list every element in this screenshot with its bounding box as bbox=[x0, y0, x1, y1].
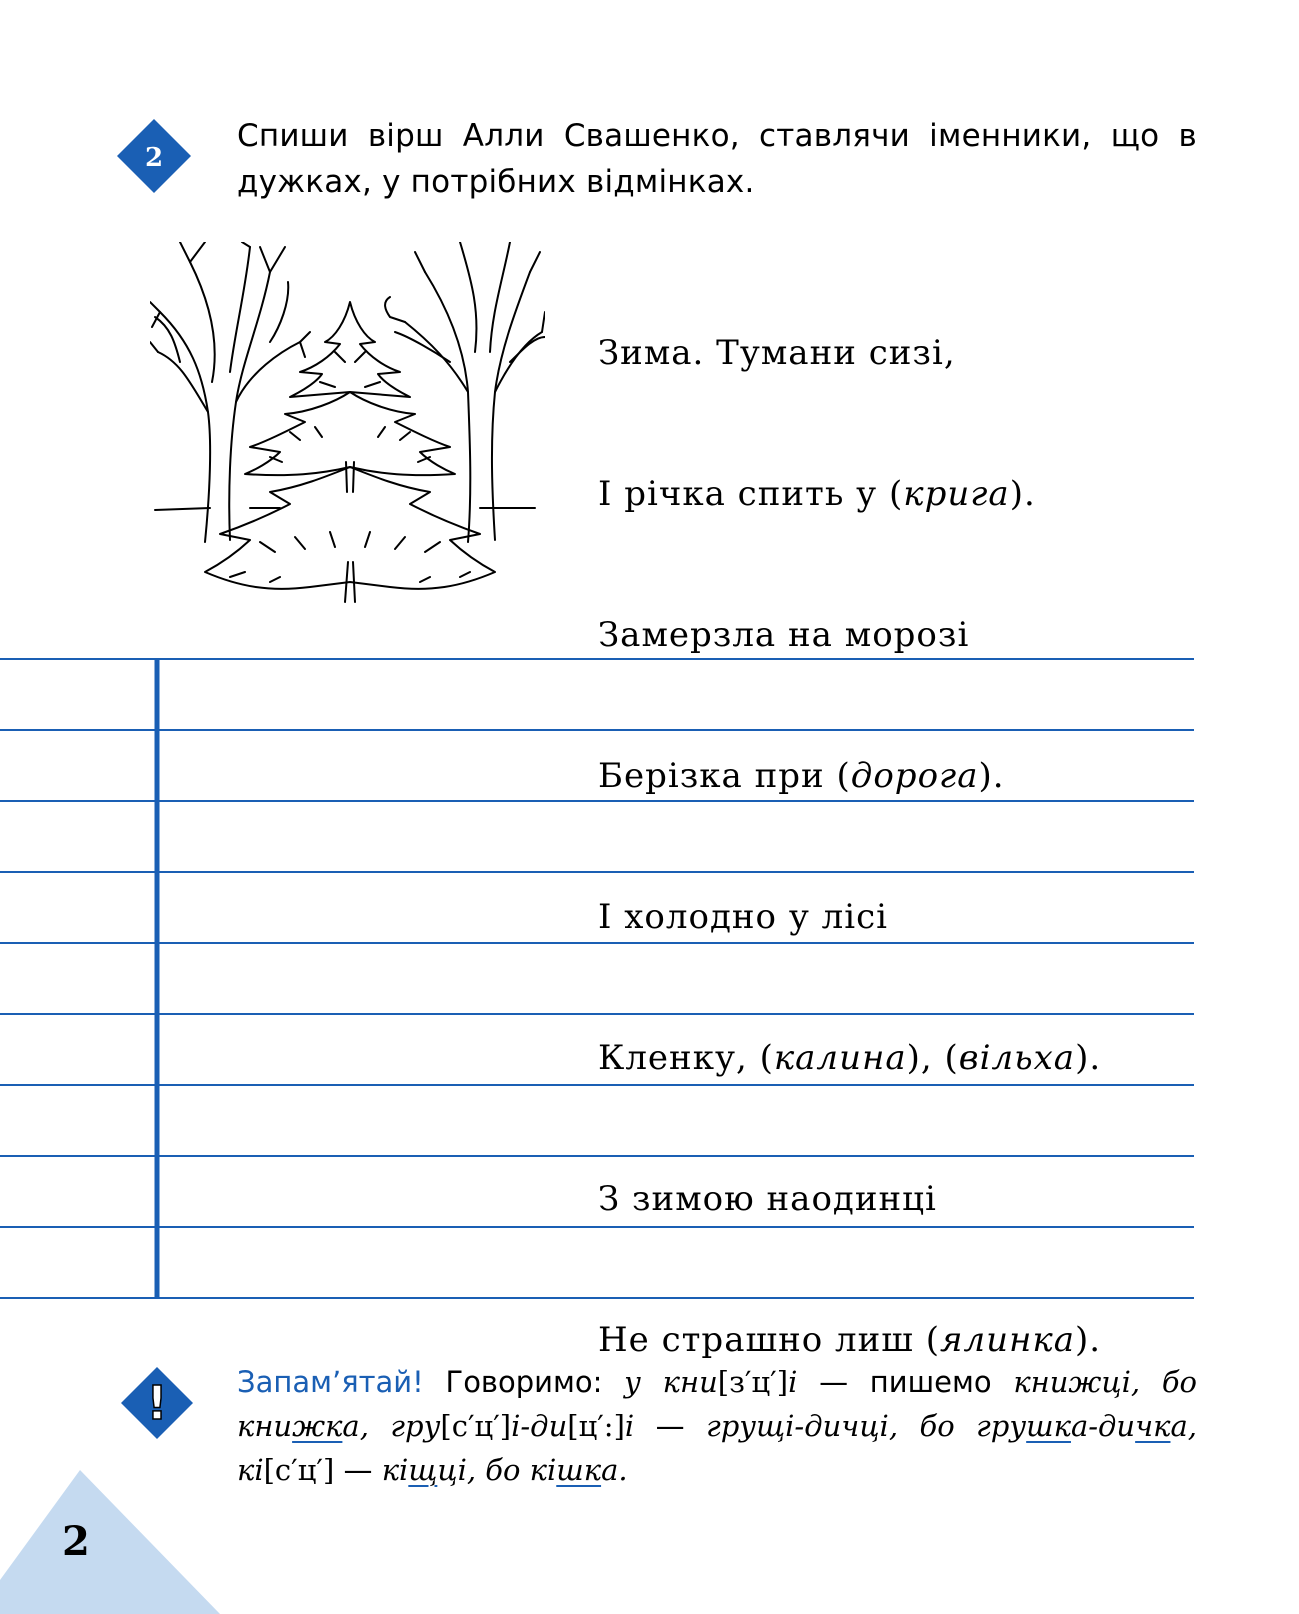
poem-line-8: Не страшно лиш (ялинка). bbox=[598, 1320, 1102, 1360]
poem-line-6: Кленку, (калина), (вільха). bbox=[598, 1038, 1102, 1078]
remember-badge bbox=[121, 1367, 193, 1439]
poem-line-5: І холодно у лісі bbox=[598, 897, 889, 937]
poem-line-2: І річка спить у (крига). bbox=[598, 474, 1036, 514]
poem-line-4: Берізка при (дорога). bbox=[598, 756, 1005, 796]
task-number: 2 bbox=[144, 143, 164, 173]
exclamation-icon: ! bbox=[146, 1376, 168, 1430]
poem-line-7: З зимою наодинці bbox=[598, 1179, 937, 1219]
page-corner-decoration bbox=[0, 1470, 220, 1614]
remember-lead: Запам’ятай! bbox=[237, 1365, 424, 1399]
winter-forest-drawing bbox=[150, 242, 545, 612]
poem bbox=[598, 236, 1101, 1411]
remember-note: Запам’ятай! Говоримо: у кни[з′ц′]і — пишемо книжці, бо книжка, гру[с′ц′]і-ди[ц′:]і — грущі-дичці, бо грушка-дичка, кі[с′ц′] — кіщці, бо кішка. bbox=[237, 1365, 1198, 1487]
poem-line-1: Зима. Тумани сизі, bbox=[598, 333, 956, 373]
poem-line-3: Замерзла на морозі bbox=[598, 615, 970, 655]
page-number: 2 bbox=[62, 1518, 90, 1565]
task-number-badge bbox=[117, 119, 191, 193]
task-instruction: Спиши вірш Алли Свашенко, ставлячи іменники, що в дужках, у потрібних відмінках. bbox=[237, 118, 1197, 200]
